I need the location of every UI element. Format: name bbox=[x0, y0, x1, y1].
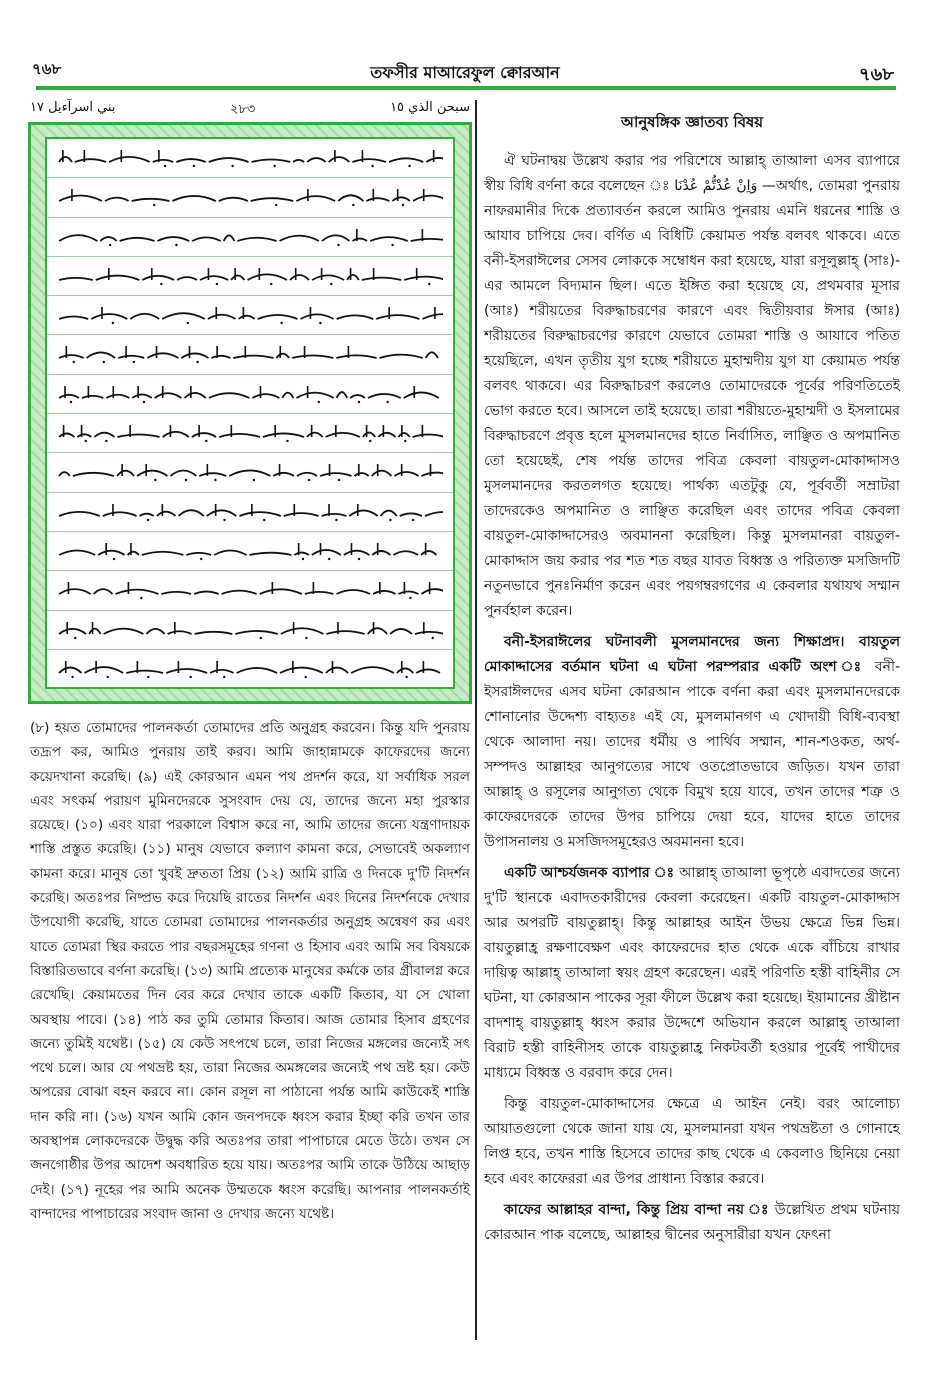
paragraph-2-heading: বনী-ইসরাঈলের ঘটনাবলী মুসলমানদের জন্য শিক্ষাপ্রদ। বায়তুল মোকাদ্দাসের বর্তমান ঘটনা এ ঘটনা পরম্পরার একটি অংশ ঃ bbox=[484, 634, 900, 675]
page-number-left: ৭৬৮ bbox=[32, 60, 62, 78]
paragraph-2-body: বনী-ইসরাঈলদের এসব ঘটনা কোরআন পাকে বর্ণনা করা এবং মুসলমানদেরকে শোনানোর উদ্দেশ্য বাহ্যতঃ এই যে, মুসলমানগণ এ খোদায়ী বিধি-ব্যবস্থা থেকে আলাদা নয়। তাদের ধর্মীয় ও পার্থিব সম্মান, শান-শওকত, অর্থ-সম্পদও আল্লাহর আনুগত্যের সাথে ওতপ্রোতভাবে জড়িত। যখন তারা আল্লাহ্ ও রসূলের আনুগত্য থেকে বিমুখ হয়ে যাবে, তখন তাদের শত্রু ও কাফেরদেরকে তাদের উপর চাপিয়ে দেয়া হবে, যাদের হাতে তাদের উপাসনালয় ও মসজিদসমূহেরও অবমাননা হবে। bbox=[484, 659, 900, 850]
quran-line bbox=[47, 493, 453, 532]
translation-text: (৮) হয়ত তোমাদের পালনকর্তা তোমাদের প্রতি অনুগ্রহ করবেন। কিন্তু যদি পুনরায় তদ্রূপ কর, আমিও পুনরায় তাই করব। আমি জাহান্নামকে কাফেরদের জন্যে কয়েদখানা করেছি। (৯) এই কোরআন এমন পথ প্রদর্শন করে, যা সর্বাধিক সরল এবং সৎকর্ম পরায়ণ মুমিনদেরকে সুসংবাদ দেয় যে, তাদের জন্যে মহা পুরস্কার রয়েছে। (১০) এবং যারা পরকালে বিশ্বাস করে না, আমি তাদের জন্যে যন্ত্রণাদায়ক শাস্তি প্রস্তুত করেছি। (১১) মানুষ যেভাবে কল্যাণ কামনা করে, সেভাবেই অকল্যাণ কামনা করে। মানুষ তো খুবই দ্রুততা প্রিয় (১২) আমি রাত্রি ও দিনকে দু'টি নিদর্শন করেছি। অতঃপর নিষ্প্রভ করে দিয়েছি রাতের নিদর্শন এবং দিনের নিদর্শনকে দেখার উপযোগী করেছি, যাতে তোমরা তোমাদের পালনকর্তার অনুগ্রহ অন্বেষণ কর এবং যাতে তোমরা স্থির করতে পার বছরসমূহের গণনা ও হিসাব এবং আমি সব বিষয়কে বিস্তারিতভাবে বর্ণনা করেছি। (১৩) আমি প্রত্যেক মানুষের কর্মকে তার গ্রীবালগ্ন করে রেখেছি। কেয়ামতের দিন বের করে দেখাব তাকে একটি কিতাব, যা সে খোলা অবস্থায় পাবে। (১৪) পাঠ কর তুমি তোমার কিতাব। আজ তোমার হিসাব গ্রহণের জন্যে তুমিই যথেষ্ট। (১৫) যে কেউ সৎপথে চলে, তারা নিজের মঙ্গলের জন্যেই সৎ পথে চলে। আর যে পথভ্রষ্ট হয়, তারা নিজের অমঙ্গলের জন্যেই পথ ভ্রষ্ট হয়। কেউ অপরের বোঝা বহন করবে না। কোন রসূল না পাঠানো পর্যন্ত আমি কাউকেই শাস্তি দান করি না। (১৬) যখন আমি কোন জনপদকে ধ্বংস করার ইচ্ছা করি তখন তার অবস্থাপন্ন লোকদেরকে উদ্বুদ্ধ করি অতঃপর তারা পাপাচারে মেতে উঠে। তখন সে জনগোষ্ঠীর উপর আদেশ অবধারিত হয়ে যায়। অতঃপর আমি তাকে উঠিয়ে আছাড় দেই। (১৭) নূহের পর আমি অনেক উম্মতকে ধ্বংস করেছি। আপনার পালনকর্তাই বান্দাদের পাপাচারের সংবাদ জানা ও দেখার জন্যে যথেষ্ট। bbox=[30, 720, 470, 1222]
commentary-paragraph-2 bbox=[484, 630, 900, 855]
quran-line bbox=[47, 650, 453, 689]
quran-line bbox=[47, 335, 453, 374]
header-rule bbox=[36, 86, 896, 90]
quran-line bbox=[47, 375, 453, 414]
quran-line bbox=[47, 453, 453, 492]
commentary-paragraph-3 bbox=[484, 861, 900, 1086]
column-divider bbox=[475, 100, 477, 1340]
page-header bbox=[0, 0, 932, 92]
quran-line bbox=[47, 296, 453, 335]
running-title: তফসীর মাআরেফুল ক্বোরআন bbox=[370, 63, 560, 82]
surah-bar bbox=[30, 96, 470, 120]
quran-line bbox=[47, 178, 453, 217]
paragraph-5-heading: কাফের আল্লাহর বান্দা, কিন্তু প্রিয় বান্দা নয় ঃ bbox=[504, 1202, 770, 1218]
page-number-right: ৭৬৮ bbox=[858, 64, 894, 85]
section-title: আনুষঙ্গিক জ্ঞাতব্য বিষয় bbox=[620, 113, 764, 131]
quran-line bbox=[47, 414, 453, 453]
quran-line bbox=[47, 139, 453, 178]
quran-line bbox=[47, 571, 453, 610]
quran-text-frame bbox=[28, 122, 472, 704]
mushaf-page-number: ২৮৩ bbox=[230, 102, 256, 117]
quran-line bbox=[47, 218, 453, 257]
quran-line bbox=[47, 532, 453, 571]
paragraph-3-heading: একটি আশ্চর্যজনক ব্যাপার ঃ bbox=[504, 865, 675, 881]
quran-line bbox=[47, 611, 453, 650]
commentary-paragraph-1: ঐ ঘটনাদ্বয় উল্লেখ করার পর পরিশেষে আল্লাহ্ তাআলা এসব ব্যাপারে স্বীয় বিধি বর্ণনা করে বলেছেন ঃ وَاِنْ عُدْتُّمْ عُدْنَا —অর্থাৎ, তোমরা পুনরায় নাফরমানীর দিকে প্রত্যাবর্তন করলে আমিও পুনরায় এমনি ধরনের শাস্তি ও আযাব চাপিয়ে দেব। বর্ণিত এ বিধিটি কেয়ামত পর্যন্ত বলবৎ থাকবে। এতে বনী-ইসরাঈলের সেসব লোককে সম্বোধন করা হয়েছে, যারা রসূলুল্লাহ্ (সাঃ)-এর আমলে বিদ্যমান ছিল। এতে ইঙ্গিত করা হয়েছে যে, প্রথমবার মূসার (আঃ) শরীয়তের বিরুদ্ধাচরণের কারণে এবং দ্বিতীয়বার ঈসার (আঃ) শরীয়তের বিরুদ্ধাচরণের কারণে যেভাবে তোমরা শাস্তি ও আযাবে পতিত হয়েছিলে, এখন তৃতীয় যুগ হচ্ছে শরীয়তে মুহাম্মদীয় যুগ যা কেয়ামত পর্যন্ত বলবৎ থাকবে। এর বিরুদ্ধাচরণ করলেও তোমাদেরকে পূর্বের পরিণতিতেই ভোগ করতে হবে। আসলে তাই হয়েছে। তারা শরীয়তে-মুহাম্মদী ও ইসলামের বিরুদ্ধাচরণে প্রবৃত্ত হলে মুসলমানদের হাতে নির্বাসিত, লাঞ্ছিত ও অপমানিত তো হয়েছেই, শেষ পর্যন্ত তাদের পবিত্র কেবলা বায়তুল-মোকাদ্দাসও মুসলমানদের করতলগত হয়েছে। পার্থক্য এতটুকু যে, পূর্ববর্তী সম্রাটরা তাদেরকেও অপমানিত ও লাঞ্ছিত করেছিল এবং তাদের পবিত্র কেবলা বায়তুল-মোকাদ্দাসেরও অবমাননা করেছিল। কিন্তু মুসলমানরা বায়তুল-মোকাদ্দাস জয় করার পর শত শত বছর যাবত বিধ্বস্ত ও পরিত্যক্ত মসজিদটি নতুনভাবে পুনঃনির্মাণ করেন এবং পয়গম্বরগণের এ কেবলার যথাযথ সম্মান পুনর্বহাল করেন। bbox=[484, 153, 900, 619]
quran-line bbox=[47, 257, 453, 296]
surah-name-left: بني اسرآءيل ١٧ bbox=[30, 100, 116, 115]
commentary-column bbox=[484, 110, 900, 1254]
commentary-paragraph-5 bbox=[484, 1198, 900, 1248]
paragraph-3-body: আল্লাহ্ তাআলা ভূপৃষ্ঠে এবাদতের জন্যে দু'টি স্থানকে এবাদতকারীদের কেবলা করেছেন। একটি বায়তুল-মোকাদ্দাস আর অপরটি বায়তুল্লাহ্। কিন্তু আল্লাহর আইন উভয় ক্ষেত্রে ভিন্ন ভিন্ন। বায়তুল্লাহ্র রক্ষণাবেক্ষণ এবং কাফেরদের হাত থেকে একে বাঁচিয়ে রাখার দায়িত্ব আল্লাহ্ তাআলা স্বয়ং গ্রহণ করেছেন। এরই পরিণতি হস্তী বাহিনীর সে ঘটনা, যা কোরআন পাকের সূরা ফীলে উল্লেখ করা হয়েছে। ইয়ামানের খ্রীষ্টান বাদশাহ্ বায়তুল্লাহ্ ধ্বংস করার উদ্দেশে অভিযান করলে আল্লাহ্ তাআলা বিরাট হস্তী বাহিনীসহ তাকে বায়তুল্লাহ্র নিকটবর্তী হওয়ার পূর্বেই পাখীদের মাধ্যমে বিধ্বস্ত ও বরবাদ করে দেন। bbox=[484, 865, 900, 1081]
commentary-paragraph-4: কিন্তু বায়তুল-মোকাদ্দাসের ক্ষেত্রে এ আইন নেই। বরং আলোচ্য আয়াতগুলো থেকে জানা যায় যে, মুসলমানরা যখন পথভ্রষ্টতা ও গোনাহে লিপ্ত হবে, তখন শাস্তি হিসেবে তাদের কাছ থেকে এ কেবলাও ছিনিয়ে নেয়া হবে এবং কাফেররা এর উপর প্রাধান্য বিস্তার করবে। bbox=[484, 1096, 900, 1187]
juz-name-right: سبحن الذي ١٥ bbox=[390, 100, 470, 115]
paragraph-5-body: উল্লেখিত প্রথম ঘটনায় কোরআন পাক বলেছে, আল্লাহর দ্বীনের অনুসারীরা যখন ফেৎনা bbox=[484, 1202, 900, 1243]
quran-text-panel bbox=[45, 137, 455, 689]
